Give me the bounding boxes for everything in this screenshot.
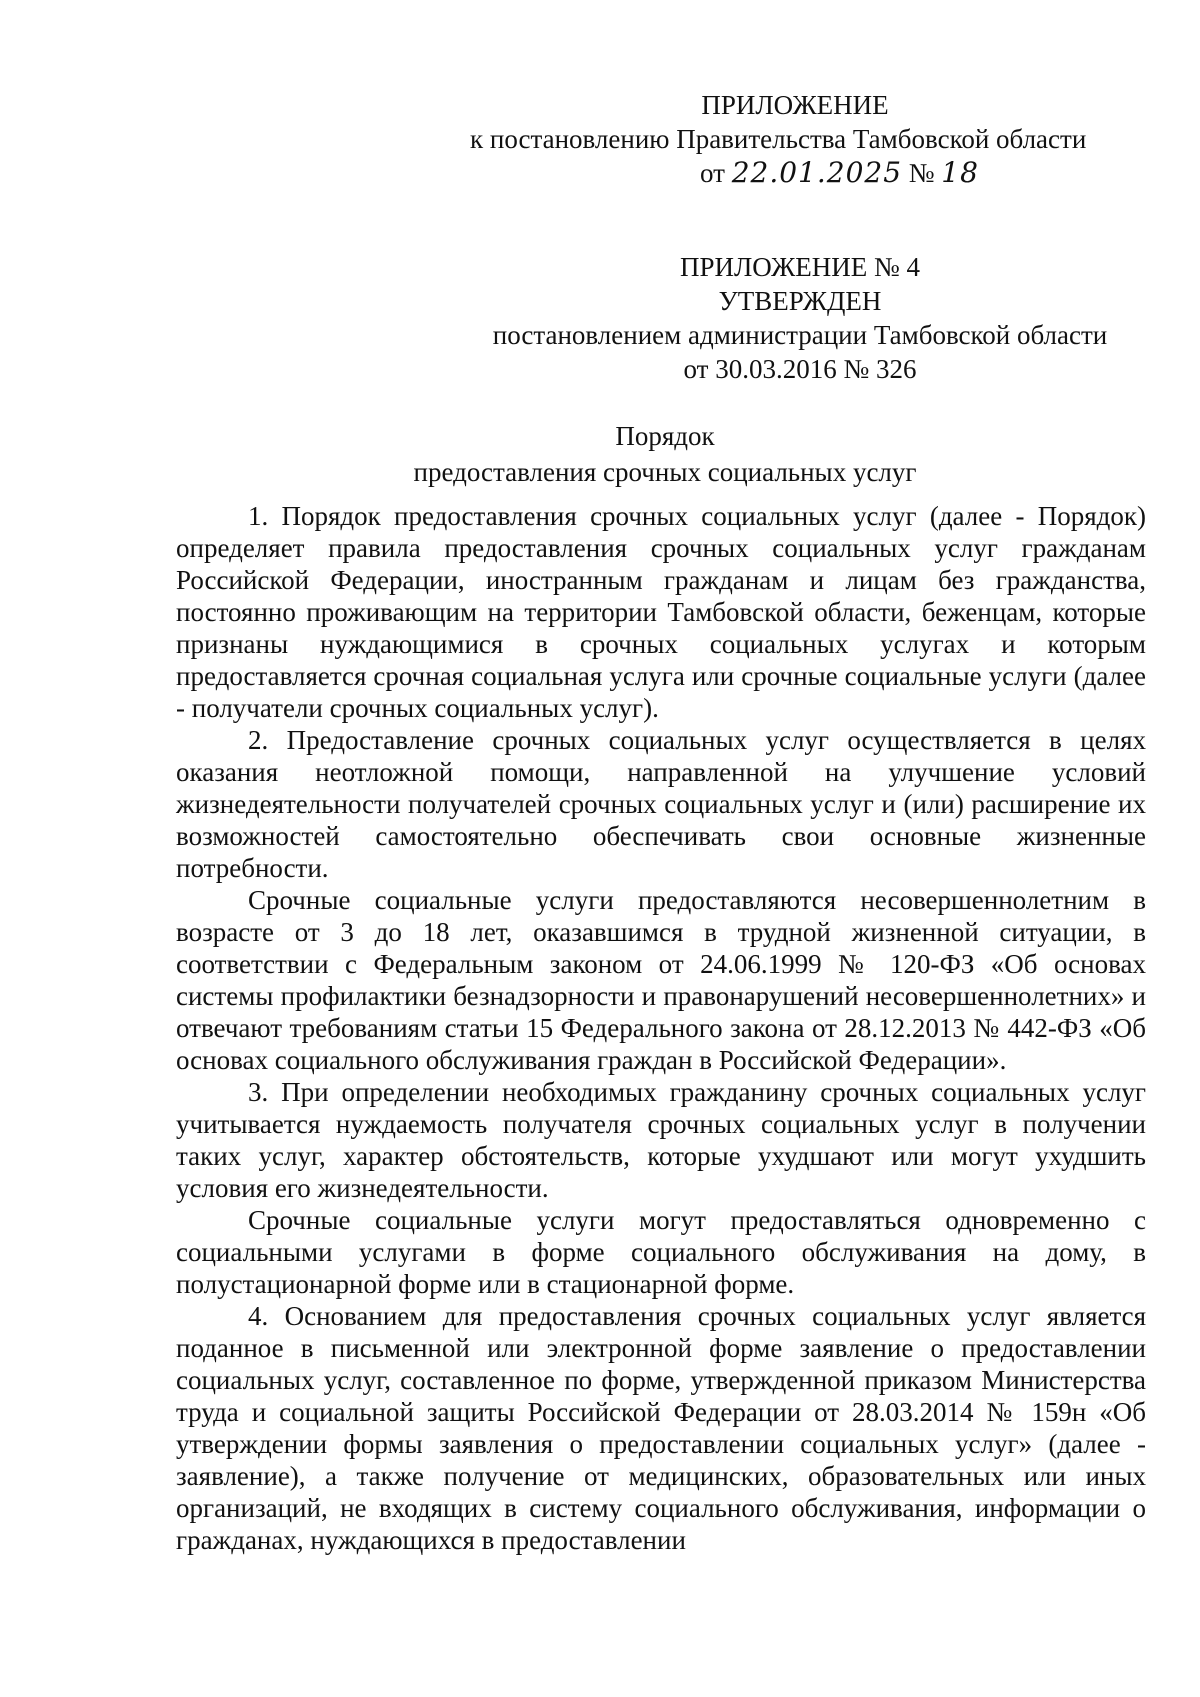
paragraph-5: Срочные социальные услуги могут предоставляться одновременно с социальными услугами в форме социального обслуживания на дому, в полустационарной форме или в стационарной форме.: [176, 1205, 1146, 1299]
appendix-title-text: ПРИЛОЖЕНИЕ: [701, 90, 889, 120]
document-title-line2: предоставления срочных социальных услуг: [413, 457, 917, 487]
approved-label: УТВЕРЖДЕН: [718, 286, 882, 316]
paragraph-4: 3. При определении необходимых гражданину срочных социальных услуг учитывается нуждаемость получателя срочных социальных услуг в получении таких услуг, характер обстоятельств, которые ухудшают или могут ухудшить условия его жизнедеятельности.: [176, 1077, 1146, 1203]
appendix-number: ПРИЛОЖЕНИЕ № 4: [679, 252, 921, 282]
approval-date: от 30.03.2016 № 326: [683, 354, 917, 384]
paragraph-1: 1. Порядок предоставления срочных социальных услуг (далее - Порядок) определяет правила предоставления срочных социальных услуг гражданам Российской Федерации, иностранным гражданам и лицам без гражданства, постоянно проживающим на территории Тамбовской области, беженцам, которые признаны нуждающимися в срочных социальных услугах и которым предоставляется срочная социальная услуга или срочные социальные услуги (далее - получатели срочных социальных услуг).: [176, 501, 1146, 723]
appendix-title: [470, 88, 1120, 122]
paragraph-2: 2. Предоставление срочных социальных услуг осуществляется в целях оказания неотложной помощи, направленной на улучшение условий жизнедеятельности получателей срочных социальных услуг и (или) расширение их возможностей самостоятельно обеспечивать свои основные жизненные потребности.: [176, 725, 1146, 883]
approval-block: [470, 250, 1130, 386]
document-title: [0, 418, 1200, 490]
paragraph-3: Срочные социальные услуги предоставляются несовершеннолетним в возрасте от 3 до 18 лет, оказавшимся в трудной жизненной ситуации, в соответствии с Федеральным законом от 24.06.1999 № 120-ФЗ «Об основах системы профилактики безнадзорности и правонарушений несовершеннолетних» и отвечают требованиям статьи 15 Федерального закона от 28.12.2013 № 442-ФЗ «Об основах социального обслуживания граждан в Российской Федерации».: [176, 885, 1146, 1075]
appendix-header: [470, 88, 1130, 190]
document-body: [176, 500, 1146, 1556]
paragraph-6: 4. Основанием для предоставления срочных социальных услуг является поданное в письменной или электронной форме заявление о предоставлении социальных услуг, составленное по форме, утвержденной приказом Министерства труда и социальной защиты Российской Федерации от 28.03.2014 № 159н «Об утверждении формы заявления о предоставлении социальных услуг» (далее - заявление), а также получение от медицинских, образовательных или иных организаций, не входящих в систему социального обслуживания, информации о гражданах, нуждающихся в предоставлении: [176, 1301, 1146, 1555]
document-title-line1: Порядок: [615, 421, 715, 451]
date-prefix: от: [700, 158, 725, 188]
approving-authority: постановлением администрации Тамбовской области: [492, 320, 1108, 350]
handwritten-date: 22.01.2025: [731, 156, 903, 189]
number-prefix: №: [908, 158, 935, 188]
appendix-subtitle: к постановлению Правительства Тамбовской области: [470, 124, 1087, 154]
appendix-date-line: [470, 156, 1130, 190]
handwritten-number: 18: [941, 156, 979, 189]
